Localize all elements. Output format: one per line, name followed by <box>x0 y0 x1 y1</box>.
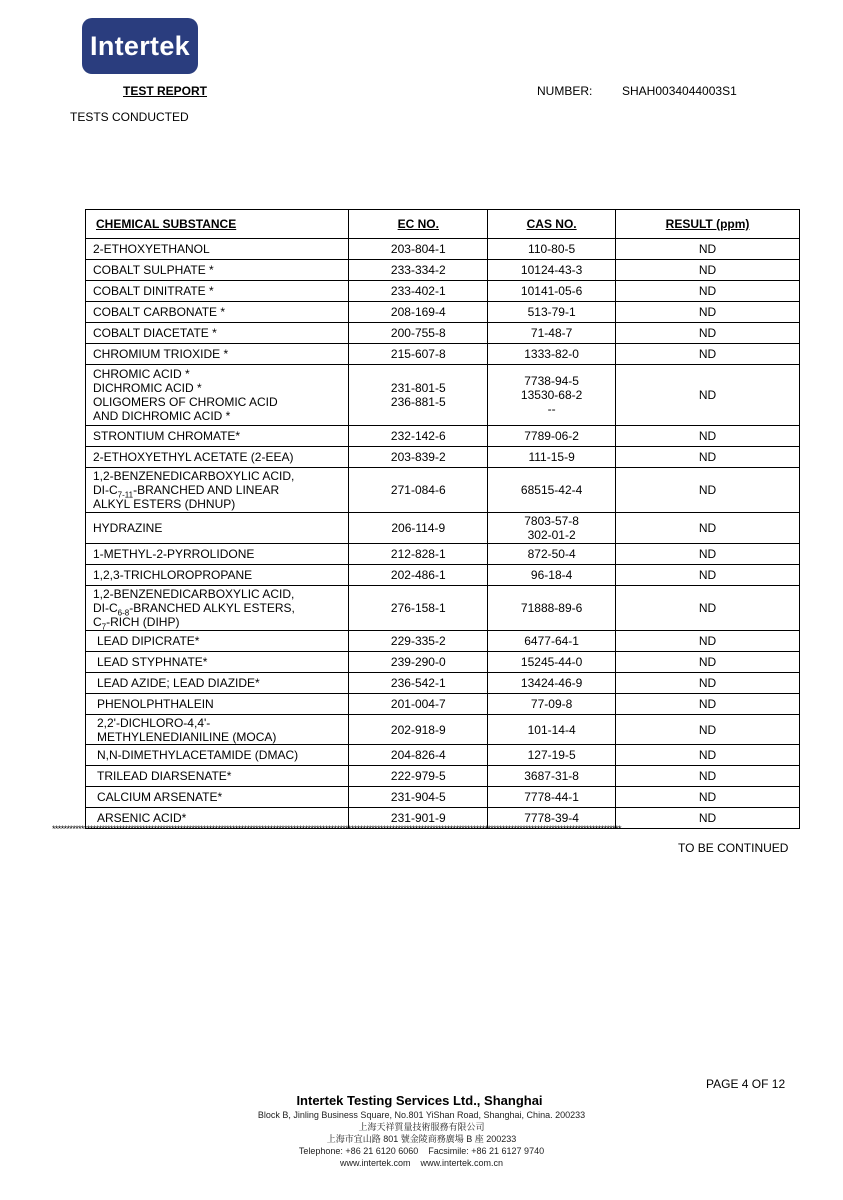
cell-ec-no-line: 239-290-0 <box>390 655 446 669</box>
cell-ec-no <box>349 323 488 344</box>
cell-substance-line: LEAD STYPHNATE* <box>97 655 208 669</box>
cell-substance <box>86 787 349 808</box>
cell-substance-line: ARSENIC ACID* <box>97 811 187 825</box>
cell-ec-no-line: 202-486-1 <box>390 568 446 582</box>
cell-cas-no-line: 872-50-4 <box>527 547 576 561</box>
cell-ec-no <box>349 694 488 715</box>
cell-cas-no <box>488 544 616 565</box>
cell-cas-no <box>488 468 616 513</box>
cell-ec-no-line: 233-334-2 <box>390 263 446 277</box>
cell-ec-no <box>349 631 488 652</box>
cell-substance-line: OLIGOMERS OF CHROMIC ACID <box>93 395 278 409</box>
cell-result: ND <box>616 652 800 673</box>
cell-substance-line: 1,2-BENZENEDICARBOXYLIC ACID, <box>93 587 295 601</box>
table-row <box>86 766 800 787</box>
cell-ec-no <box>349 260 488 281</box>
cell-cas-no <box>488 745 616 766</box>
cell-result: ND <box>616 344 800 365</box>
cell-ec-no-line: 222-979-5 <box>390 769 446 783</box>
cell-result: ND <box>616 513 800 544</box>
cell-substance <box>86 239 349 260</box>
cell-result: ND <box>616 544 800 565</box>
cell-cas-no-line: 15245-44-0 <box>520 655 583 669</box>
cell-ec-no-line: 231-901-9 <box>390 811 446 825</box>
cell-substance-line: CHROMIC ACID * <box>93 367 190 381</box>
cell-cas-no <box>488 513 616 544</box>
table-row <box>86 513 800 544</box>
footer-chinese-name: 上海天祥質量技術服務有限公司 <box>358 1122 485 1132</box>
cell-substance <box>86 281 349 302</box>
cell-cas-no-line: 68515-42-4 <box>520 483 583 497</box>
cell-result: ND <box>616 302 800 323</box>
cell-substance-line: PHENOLPHTHALEIN <box>97 697 214 711</box>
table-row <box>86 365 800 426</box>
cell-cas-no <box>488 239 616 260</box>
intertek-logo: Intertek <box>82 18 198 74</box>
cell-ec-no <box>349 565 488 586</box>
cell-result: ND <box>616 808 800 829</box>
cell-cas-no <box>488 447 616 468</box>
header-ec-no: EC NO. <box>349 210 488 239</box>
cell-ec-no-line: 233-402-1 <box>390 284 446 298</box>
cell-ec-no <box>349 715 488 745</box>
report-number-label: NUMBER: <box>537 84 593 98</box>
to-be-continued: TO BE CONTINUED <box>678 841 789 855</box>
table-row <box>86 468 800 513</box>
cell-cas-no-line: 96-18-4 <box>530 568 573 582</box>
header-result: RESULT (ppm) <box>616 210 800 239</box>
cell-ec-no <box>349 239 488 260</box>
cell-ec-no <box>349 745 488 766</box>
cell-substance <box>86 447 349 468</box>
cell-cas-no <box>488 302 616 323</box>
cell-substance <box>86 468 349 513</box>
cell-ec-no <box>349 673 488 694</box>
cell-cas-no <box>488 344 616 365</box>
cell-result: ND <box>616 787 800 808</box>
cell-substance-line: COBALT SULPHATE * <box>93 263 214 277</box>
cell-cas-no <box>488 787 616 808</box>
table-row <box>86 323 800 344</box>
cell-cas-no <box>488 694 616 715</box>
cell-result: ND <box>616 365 800 426</box>
cell-substance-line: 1-METHYL-2-PYRROLIDONE <box>93 547 255 561</box>
footer-chinese-address: 上海市宜山路 801 號金陵商務廣場 B 座 200233 <box>326 1134 517 1144</box>
tests-conducted-heading: TESTS CONDUCTED <box>70 110 189 124</box>
cell-cas-no-line: 71-48-7 <box>530 326 573 340</box>
page-number: PAGE 4 OF 12 <box>706 1077 786 1091</box>
cell-result: ND <box>616 468 800 513</box>
cell-cas-no-line: 6477-64-1 <box>524 634 579 648</box>
cell-ec-no <box>349 426 488 447</box>
cell-cas-no-line: 110-80-5 <box>528 242 576 256</box>
cell-substance-line: AND DICHROMIC ACID * <box>93 409 231 423</box>
cell-cas-no-line: 101-14-4 <box>527 722 576 737</box>
cell-substance-line: $DI-C_{6-8}$-BRANCHED ALKYL ESTERS, <box>93 601 295 618</box>
table-row <box>86 239 800 260</box>
cell-result: ND <box>616 239 800 260</box>
cell-substance-line: 2,2'-DICHLORO-4,4'- <box>97 715 211 730</box>
cell-result: ND <box>616 766 800 787</box>
cell-cas-no <box>488 565 616 586</box>
cell-cas-no-line: 513-79-1 <box>527 305 576 319</box>
cell-substance <box>86 652 349 673</box>
cell-ec-no <box>349 586 488 631</box>
cell-ec-no-line: 215-607-8 <box>390 347 446 361</box>
footer-phone: Telephone: +86 21 6120 6060 Facsimile: +86 21 6127 9740 <box>298 1146 545 1156</box>
cell-substance-line: TRILEAD DIARSENATE* <box>97 769 232 783</box>
cell-ec-no <box>349 447 488 468</box>
cell-substance-line: STRONTIUM CHROMATE* <box>93 429 241 443</box>
cell-result: ND <box>616 260 800 281</box>
cell-substance-line: ALKYL ESTERS (DHNUP) <box>93 497 236 511</box>
header-chemical-substance: CHEMICAL SUBSTANCE <box>86 210 349 239</box>
cell-cas-no-line: 7778-39-4 <box>524 811 579 825</box>
cell-result: ND <box>616 447 800 468</box>
cell-result: ND <box>616 694 800 715</box>
cell-ec-no-line: 208-169-4 <box>390 305 446 319</box>
cell-cas-no-line: 3687-31-8 <box>524 769 579 783</box>
table-row <box>86 344 800 365</box>
cell-ec-no-line: 203-839-2 <box>390 450 446 464</box>
cell-substance-line: METHYLENEDIANILINE (MOCA) <box>97 729 277 744</box>
table-row <box>86 715 800 745</box>
table-row <box>86 673 800 694</box>
cell-substance <box>86 323 349 344</box>
table-row <box>86 586 800 631</box>
cell-result: ND <box>616 715 800 745</box>
cell-ec-no-line: 203-804-1 <box>390 242 446 256</box>
cell-substance-line: HYDRAZINE <box>93 521 163 535</box>
cell-cas-no-line: 10141-05-6 <box>520 284 583 298</box>
cell-substance-line: N,N-DIMETHYLACETAMIDE (DMAC) <box>97 748 299 762</box>
footer-company: Intertek Testing Services Ltd., Shanghai <box>296 1093 543 1108</box>
cell-ec-no-line: 206-114-9 <box>391 521 446 535</box>
cell-ec-no <box>349 544 488 565</box>
cell-cas-no-line: 13530-68-2 <box>520 388 583 402</box>
cell-ec-no-line: 212-828-1 <box>390 547 446 561</box>
table-row <box>86 302 800 323</box>
cell-substance-line: COBALT CARBONATE * <box>93 305 226 319</box>
cell-cas-no <box>488 673 616 694</box>
table-row <box>86 426 800 447</box>
cell-substance <box>86 513 349 544</box>
cell-cas-no-line: 10124-43-3 <box>520 263 583 277</box>
footer-websites: www.intertek.com www.intertek.com.cn <box>339 1158 504 1168</box>
cell-cas-no-line: 7789-06-2 <box>524 429 579 443</box>
cell-cas-no-line: 1333-82-0 <box>524 347 579 361</box>
cell-ec-no <box>349 365 488 426</box>
table-row <box>86 694 800 715</box>
cell-ec-no-line: 200-755-8 <box>390 326 446 340</box>
cell-result: ND <box>616 631 800 652</box>
cell-cas-no-line: 7738-94-5 <box>524 374 579 388</box>
cell-substance-line: 2-ETHOXYETHANOL <box>93 242 210 256</box>
cell-ec-no-line: 231-904-5 <box>390 790 446 804</box>
cell-substance <box>86 745 349 766</box>
footer-address: Block B, Jinling Business Square, No.801 YiShan Road, Shanghai, China. 200233 <box>257 1110 586 1120</box>
cell-substance-line: LEAD AZIDE; LEAD DIAZIDE* <box>97 676 260 690</box>
cell-substance <box>86 715 349 745</box>
cell-cas-no-line: 127-19-5 <box>527 748 576 762</box>
cell-cas-no-line: 71888-89-6 <box>520 601 583 615</box>
cell-cas-no-line: 302-01-2 <box>527 528 576 542</box>
cell-result: ND <box>616 281 800 302</box>
cell-ec-no-line: 271-084-6 <box>390 483 446 497</box>
cell-ec-no-line: 202-918-9 <box>390 722 446 737</box>
cell-substance-line: DICHROMIC ACID * <box>93 381 202 395</box>
cell-cas-no <box>488 365 616 426</box>
separator-line: **************************************************************************************************************************************************************************************************** <box>52 824 621 834</box>
cell-substance-line: COBALT DIACETATE * <box>93 326 217 340</box>
cell-ec-no <box>349 468 488 513</box>
cell-substance-line: 1,2,3-TRICHLOROPROPANE <box>93 568 253 582</box>
cell-result: ND <box>616 745 800 766</box>
cell-cas-no <box>488 323 616 344</box>
cell-ec-no-line: 201-004-7 <box>390 697 446 711</box>
cell-substance <box>86 544 349 565</box>
cell-substance <box>86 426 349 447</box>
cell-cas-no-line: 111-15-9 <box>528 450 575 464</box>
cell-result: ND <box>616 426 800 447</box>
cell-substance <box>86 673 349 694</box>
cell-cas-no <box>488 652 616 673</box>
cell-ec-no-line: 236-542-1 <box>390 676 446 690</box>
cell-ec-no-line: 232-142-6 <box>390 429 446 443</box>
cell-ec-no-line: 276-158-1 <box>390 601 446 615</box>
table-row <box>86 260 800 281</box>
cell-substance <box>86 565 349 586</box>
cell-substance-line: 2-ETHOXYETHYL ACETATE (2-EEA) <box>93 450 294 464</box>
cell-ec-no <box>349 787 488 808</box>
cell-ec-no <box>349 302 488 323</box>
table-row <box>86 745 800 766</box>
cell-ec-no <box>349 513 488 544</box>
cell-substance <box>86 260 349 281</box>
cell-result: ND <box>616 323 800 344</box>
cell-cas-no-line: 77-09-8 <box>530 697 573 711</box>
cell-substance-line: $C_7$-RICH (DIHP) <box>93 615 180 632</box>
cell-cas-no-line: 13424-46-9 <box>520 676 583 690</box>
cell-ec-no-line: 231-801-5 <box>390 381 446 395</box>
table-header-row <box>86 210 800 239</box>
cell-ec-no-line: 204-826-4 <box>390 748 446 762</box>
cell-substance <box>86 766 349 787</box>
cell-cas-no-line: 7803-57-8 <box>524 514 579 528</box>
cell-ec-no-line: 236-881-5 <box>390 395 446 409</box>
cell-result: ND <box>616 565 800 586</box>
report-title: TEST REPORT <box>123 84 208 98</box>
cell-ec-no <box>349 281 488 302</box>
cell-substance-line: CHROMIUM TRIOXIDE * <box>93 347 229 361</box>
cell-substance <box>86 365 349 426</box>
table-row <box>86 447 800 468</box>
cell-result: ND <box>616 586 800 631</box>
cell-substance <box>86 302 349 323</box>
cell-ec-no-line: 229-335-2 <box>390 634 446 648</box>
report-number-value: SHAH0034044003S1 <box>622 84 737 98</box>
cell-substance <box>86 344 349 365</box>
cell-result: ND <box>616 673 800 694</box>
cell-cas-no <box>488 426 616 447</box>
cell-substance-line: CALCIUM ARSENATE* <box>97 790 223 804</box>
cell-cas-no-line: 7778-44-1 <box>524 790 579 804</box>
results-table <box>85 209 800 829</box>
footer <box>0 1093 843 1169</box>
cell-substance <box>86 631 349 652</box>
cell-ec-no <box>349 344 488 365</box>
cell-cas-no <box>488 281 616 302</box>
table-row <box>86 787 800 808</box>
cell-cas-no <box>488 260 616 281</box>
cell-substance-line: $DI-C_{7-11}$-BRANCHED AND LINEAR <box>93 483 280 500</box>
cell-substance <box>86 694 349 715</box>
cell-cas-no-line: -- <box>547 402 556 416</box>
cell-ec-no <box>349 652 488 673</box>
cell-substance-line: COBALT DINITRATE * <box>93 284 214 298</box>
table-row <box>86 652 800 673</box>
cell-cas-no <box>488 715 616 745</box>
cell-cas-no <box>488 766 616 787</box>
table-body <box>86 239 800 829</box>
table-row <box>86 631 800 652</box>
table-row <box>86 565 800 586</box>
cell-substance-line: 1,2-BENZENEDICARBOXYLIC ACID, <box>93 469 295 483</box>
header-cas-no: CAS NO. <box>488 210 616 239</box>
cell-cas-no <box>488 631 616 652</box>
table-row <box>86 544 800 565</box>
cell-cas-no <box>488 586 616 631</box>
cell-ec-no <box>349 766 488 787</box>
cell-substance <box>86 586 349 631</box>
table-row <box>86 281 800 302</box>
cell-substance-line: LEAD DIPICRATE* <box>97 634 200 648</box>
